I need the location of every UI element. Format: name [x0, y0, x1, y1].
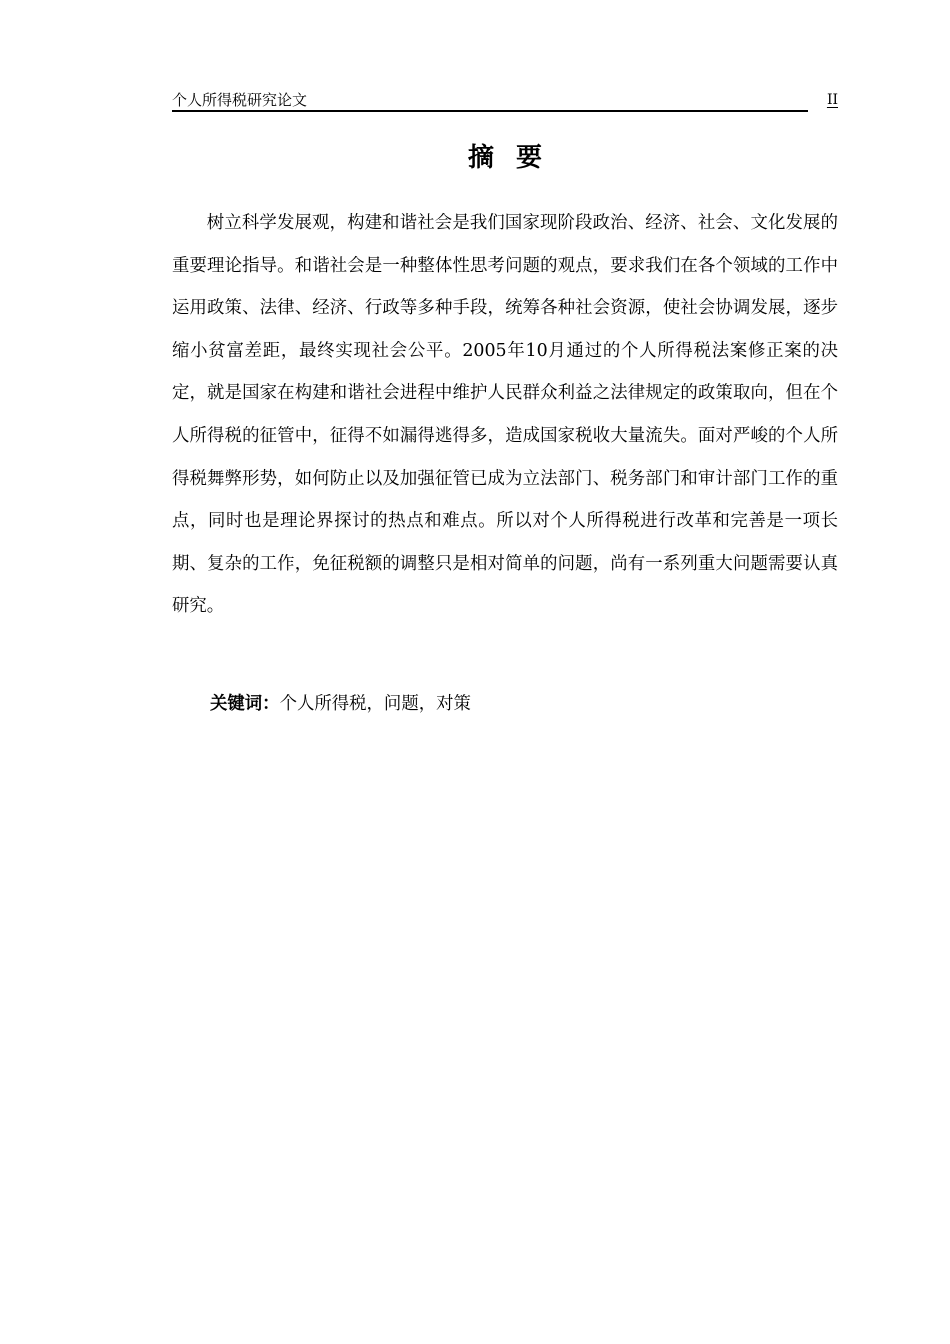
keywords-line: [210, 688, 838, 720]
page-number: II: [826, 92, 838, 108]
abstract-body: 树立科学发展观，构建和谐社会是我们国家现阶段政治、经济、社会、文化发展的重要理论指导。和谐社会是一种整体性思考问题的观点，要求我们在各个领域的工作中运用政策、法律、经济、行政等多种手段，统筹各种社会资源，使社会协调发展，逐步缩小贫富差距，最终实现社会公平。2005年10月通过的个人所得税法案修正案的决定，就是国家在构建和谐社会进程中维护人民群众利益之法律规定的政策取向，但在个人所得税的征管中，征得不如漏得逃得多，造成国家税收大量流失。面对严峻的个人所得税舞弊形势，如何防止以及加强征管已成为立法部门、税务部门和审计部门工作的重点，同时也是理论界探讨的热点和难点。所以对个人所得税进行改革和完善是一项长期、复杂的工作，免征税额的调整只是相对简单的问题，尚有一系列重大问题需要认真研究。: [172, 213, 838, 617]
header-rule: [172, 110, 808, 112]
page-header: [172, 90, 838, 114]
header-title: 个人所得税研究论文: [172, 91, 308, 109]
abstract-heading: 摘要: [467, 143, 564, 173]
keywords-value: 个人所得税，问题，对策: [279, 694, 471, 714]
keywords-label: 关键词：: [210, 694, 280, 714]
